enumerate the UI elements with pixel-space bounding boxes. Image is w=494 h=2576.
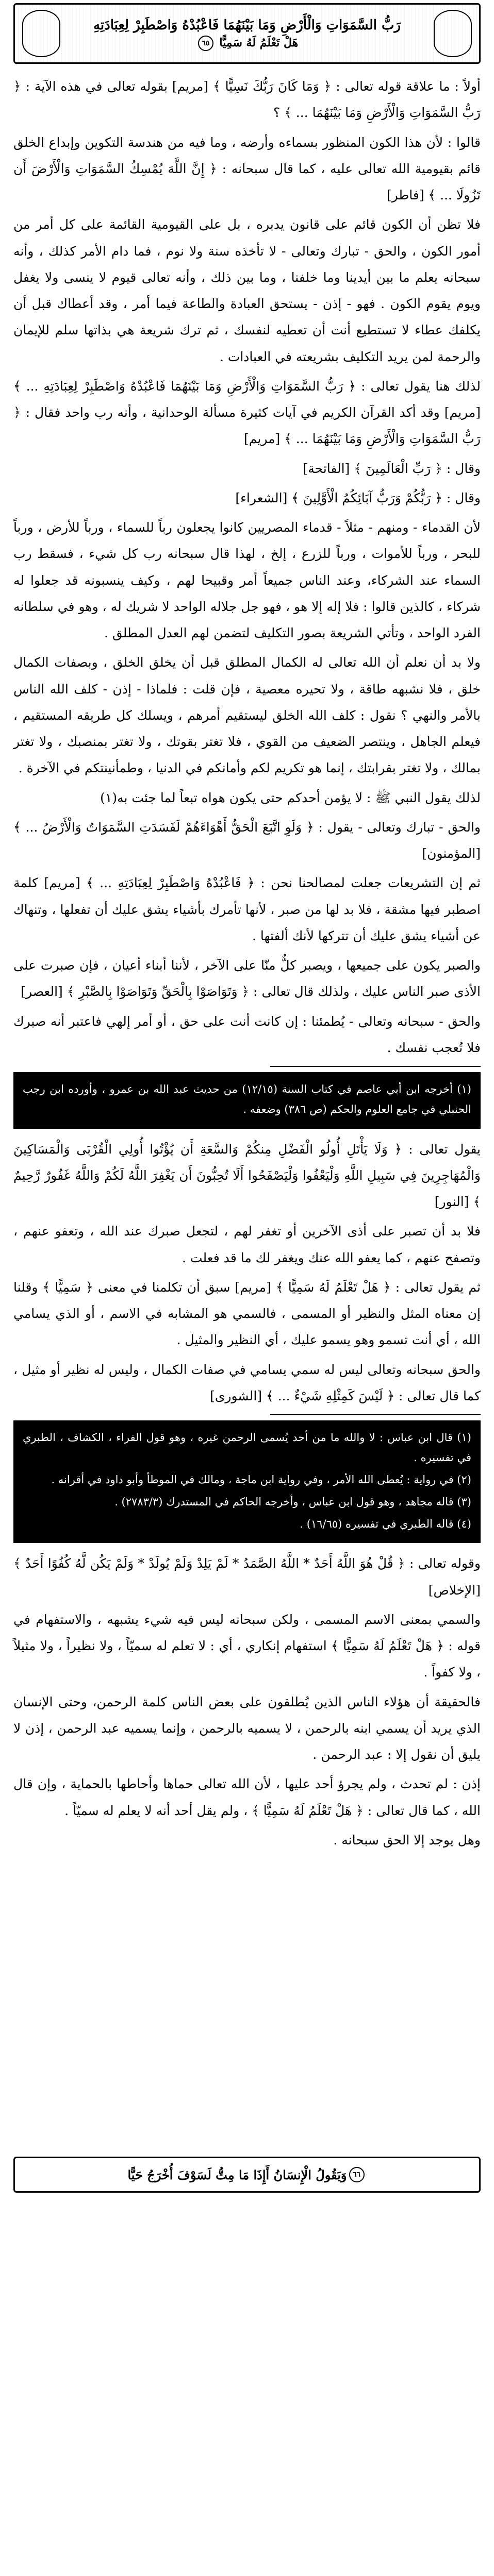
footnote: (٣) قاله مجاهد ، وهو قول ابن عباس ، وأخرجه الحاكم في المستدرك (٢٧٨٣/٣) .: [114, 1495, 471, 1508]
paragraph: فالحقيقة أن هؤلاء الناس الذين يُطلقون على بعض الناس كلمة الرحمن، وحتى الإنسان الذي يريد أن يسمي ابنه بالرحمن ، لا يسميه بالرحمن ، وإنما يسميه عبد الرحمن ، إذن لا يليق أن نقول إلا : عبد الرحمن .: [13, 1694, 481, 1762]
paragraph: ثم يقول تعالى : ﴿ هَلْ تَعْلَمُ لَهُ سَمِيًّا ﴾ [مريم] سبق أن تكلمنا في معنى ﴿ سَمِيًّا ﴾ وقلنا إن معناه المثل والنظير أو المسمى ، فالسمي هو المشابه في الاسم ، أو الذي يسامي الله ، أي أنت تسمو وهو يسمو عليك ، أي النظير والمثيل .: [13, 1279, 481, 1348]
paragraph: لأن القدماء - ومنهم - مثلاً - قدماء المصريين كانوا يجعلون رباً للسماء ، ورباً للأرض ، ورباً للبحر ، ورباً للأموات ، ورباً للزرع ، إلخ ، لهذا قال سبحانه رب كل شيء ، فسقط رب السماء عند الشركاء، وعند الناس جميعاً أمر وقبيحا لهم ، وكيف ينسبونه قد جعلوا له شركاء ، كالذين قالوا : فلا إله إلا هو ، فهو جل جلاله الواحد لا شريك له ، وهو في سلطانه الفرد الواحد ، وتأتي الشريعة بصور التكليف لتضمن لهم العدل المطلق .: [13, 520, 481, 640]
footnote-divider: [270, 1066, 481, 1067]
paragraph: ولا بد أن نعلم أن الله تعالى له الكمال المطلق قبل أن يخلق الخلق ، وبصفات الكمال خلق ، فلا نشبهه طاقة ، ولا تحيره معصية ، فإن قلت : فلماذا - إذن - كلف الله الناس بالأمر والنهي ؟ نقول : كلف الله الخلق ليستقيم أمرهم ، ويسلك كل طريقه المستقيم ، فيعلم الجاهل ، وينتصر الضعيف من القوي ، فلا تغتر بقوتك ، ولا تغتر بمنصبك ، ولا تغتر بمالك ، ولا تغتر بقرابتك ، إنما هو تكريم لكم وأمانكم في الدنيا ، وطمأنينتكم في الآخرة .: [13, 655, 481, 776]
next-verse-banner: [13, 2157, 481, 2193]
next-verse-number-badge: ٦٦: [349, 2167, 365, 2182]
verse-header-line1: رَبُّ السَّمَوَاتِ وَالْأَرْضِ وَمَا بَيْنَهُمَا فَاعْبُدْهُ وَاصْطَبِرْ لِعِبَادَتِهِ: [93, 18, 401, 33]
footnote-block: [13, 1072, 481, 1129]
footnote: (١) أخرجه ابن أبي عاصم في كتاب السنة (١٢/١٥) من حديث عبد الله بن عمرو ، وأورده ابن رجب الحنبلي في جامع العلوم والحكم (ص ٣٨٦) وضعفه .: [23, 1083, 471, 1115]
verse-header-line2-text: هَلْ تَعْلَمُ لَهُ سَمِيًّا: [219, 36, 299, 49]
paragraph: فلا تظن أن الكون قائم على قانون يدبره ، بل على القيومية القائمة على كل أمر من أمور الكون ، والحق - تبارك وتعالى - لا تأخذه سنة ولا نوم ، فما دام الأمر كذلك ، وأنه سبحانه يعلم ما بين أيدينا وما خلفنا ، وما بين ذلك ، وأنه تعالى قيوم لا ينسى ولا يغفل ويوم يقوم الكون . فهو - إذن - يستحق العبادة والطاعة فيما أمر ، وقد أعطاك قبل أن يكلفك عطاء لا تستطيع أنت أن تعطيه لنفسك ، ثم ترك شريعة هي بذاتها سلم للإيمان والرحمة لمن يريد التكليف بشريعته في العبادات .: [13, 217, 481, 364]
paragraph: والحق - تبارك وتعالى - يقول : ﴿ وَلَوِ اتَّبَعَ الْحَقُّ أَهْوَاءَهُمْ لَفَسَدَتِ السَّمَوَاتُ وَالْأَرْضُ ... ﴾ [المؤمنون]: [13, 819, 481, 861]
commentary-body: [13, 73, 481, 1853]
page: [0, 3, 494, 2576]
verse-header-line2: [196, 35, 299, 51]
paragraph: قالوا : لأن هذا الكون المنظور بسماءه وأرضه ، وما فيه من هندسة التكوين وإبداع الخلق قائم بقيومية الله تعالى عليه ، كما قال سبحانه : ﴿ إِنَّ اللَّهَ يُمْسِكُ السَّمَوَاتِ وَالْأَرْضَ أَن تَزُولَا ... ﴾ [فاطر]: [13, 134, 481, 202]
footnote-divider: [270, 1414, 481, 1415]
paragraph: فلا بد أن تصبر على أذى الآخرين أو تغفر لهم ، لتجعل صبرك عند الله ، وتعفو عنهم ، وتصفح عنهم ، كما يعفو الله عنك ويغفر لك ما قد فعلت .: [13, 1224, 481, 1265]
next-verse-text: وَيَقُولُ الْإِنسَانُ أَإِذَا مَا مِتُّ لَسَوْفَ أُخْرَجُ حَيًّا: [127, 2167, 347, 2182]
paragraph: والسمي بمعنى الاسم المسمى ، ولكن سبحانه ليس فيه شيء يشبهه ، والاستفهام في قوله : ﴿ هَلْ تَعْلَمُ لَهُ سَمِيًّا ﴾ استفهام إنكاري ، أي : لا تعلم له سميّاً ، ولا نظيراً ، ولا مثيلاً ، ولا كفواً .: [13, 1612, 481, 1680]
footnote: (٤) قاله الطبري في تفسيره (١٦/٦٥) .: [300, 1517, 471, 1530]
verse-header-banner: [13, 3, 481, 64]
paragraph: يقول تعالى : ﴿ وَلَا يَأْتَلِ أُولُو الْفَضْلِ مِنكُمْ وَالسَّعَةِ أَن يُؤْتُوا أُولِي الْقُرْبَى وَالْمَسَاكِينَ وَالْمُهَاجِرِينَ فِي سَبِيلِ اللَّهِ وَلْيَعْفُوا وَلْيَصْفَحُوا أَلَا تُحِبُّونَ أَن يَغْفِرَ اللَّهُ لَكُمْ وَاللَّهُ غَفُورٌ رَّحِيمٌ ﴾ [النور]: [13, 1141, 481, 1210]
paragraph: وقال : ﴿ رَبُّكُمْ وَرَبُّ آبَائِكُمُ الْأَوَّلِينَ ﴾ [الشعراء]: [235, 490, 481, 505]
paragraph: والصبر يكون على جميعها ، ويصبر كلٌّ منّا على الآخر ، لأننا أبناء أعيان ، فإن صبرت على الأذى صبر الناس عليك ، ولذلك قال تعالى : ﴿ وَتَوَاصَوْا بِالْحَقِّ وَتَوَاصَوْا بِالصَّبْرِ ﴾ [العصر]: [13, 958, 481, 999]
footnote: (٢) في رواية : يُعطى الله الأمر ، وفي رواية ابن ماجة ، ومالك في الموطأ وأبو داود في أقرانه .: [51, 1473, 471, 1486]
paragraph: وهل يوجد إلا الحق سبحانه .: [333, 1832, 481, 1848]
verse-number-badge: ٦٥: [198, 36, 213, 51]
paragraph: ثم إن التشريعات جعلت لمصالحنا نحن : ﴿ فَاعْبُدْهُ وَاصْطَبِرْ لِعِبَادَتِهِ ... ﴾ [مريم] كلمة اصطبر فيها مشقة ، فلا بد لها من صبر ، لأنها تأمرك بأشياء يشق عليك أن تفعلها ، وتنهاك عن أشياء يشق عليك أن تتركها لأنك ألفتها .: [13, 875, 481, 943]
paragraph: لذلك هنا يقول تعالى : ﴿ رَبُّ السَّمَوَاتِ وَالْأَرْضِ وَمَا بَيْنَهُمَا فَاعْبُدْهُ وَاصْطَبِرْ لِعِبَادَتِهِ ... ﴾ [مريم] وقد أكد القرآن الكريم في آيات كثيرة مسألة الوحدانية ، وأنه رب واحد فقال : ﴿ رَبُّ السَّمَوَاتِ وَالْأَرْضِ وَمَا بَيْنَهُمَا ... ﴾ [مريم]: [13, 378, 481, 447]
paragraph: لذلك يقول النبي ﷺ : لا يؤمن أحدكم حتى يكون هواه تبعاً لما جئت به(١): [100, 790, 481, 805]
paragraph: والحق - سبحانه وتعالى - يُطمئنا : إن كانت أنت على حق ، أو أمر إلهي فاعتبر أنه صبرك فلا تُعجب نفسك .: [13, 1013, 481, 1055]
paragraph: والحق سبحانه وتعالى ليس له سمي يسامي في صفات الكمال ، وليس له نظير أو مثيل ، كما قال تعالى : ﴿ لَيْسَ كَمِثْلِهِ شَيْءٌ ... ﴾ [الشورى]: [13, 1362, 481, 1403]
paragraph: وقال : ﴿ رَبِّ الْعَالَمِينَ ﴾ [الفاتحة]: [303, 461, 481, 476]
paragraph: إذن : لم تحدث ، ولم يجرؤ أحد عليها ، لأن الله تعالى حماها وأحاطها بالحماية ، وإن قال الله ، كما قال تعالى : ﴿ هَلْ تَعْلَمُ لَهُ سَمِيًّا ﴾ ، ولم يقل أحد أنه لا يعلم له سميّاً .: [13, 1776, 481, 1818]
footnote-block: [13, 1420, 481, 1543]
footnote: (١) قال ابن عباس : لا والله ما من أحد يُسمى الرحمن غيره ، وهو قول الفراء ، الكشاف ، الطبري في تفسيره .: [23, 1431, 471, 1464]
paragraph: وقوله تعالى : ﴿ قُلْ هُوَ اللَّهُ أَحَدٌ * اللَّهُ الصَّمَدُ * لَمْ يَلِدْ وَلَمْ يُولَدْ * وَلَمْ يَكُن لَّهُ كُفُوًا أَحَدٌ ﴾ [الإخلاص]: [13, 1556, 481, 1598]
paragraph: أولاً : ما علاقة قوله تعالى : ﴿ وَمَا كَانَ رَبُّكَ نَسِيًّا ﴾ [مريم] بقوله تعالى في هذه الآية : ﴿ رَبُّ السَّمَوَاتِ وَالْأَرْضِ وَمَا بَيْنَهُمَا ... ﴾ ؟: [13, 79, 481, 121]
